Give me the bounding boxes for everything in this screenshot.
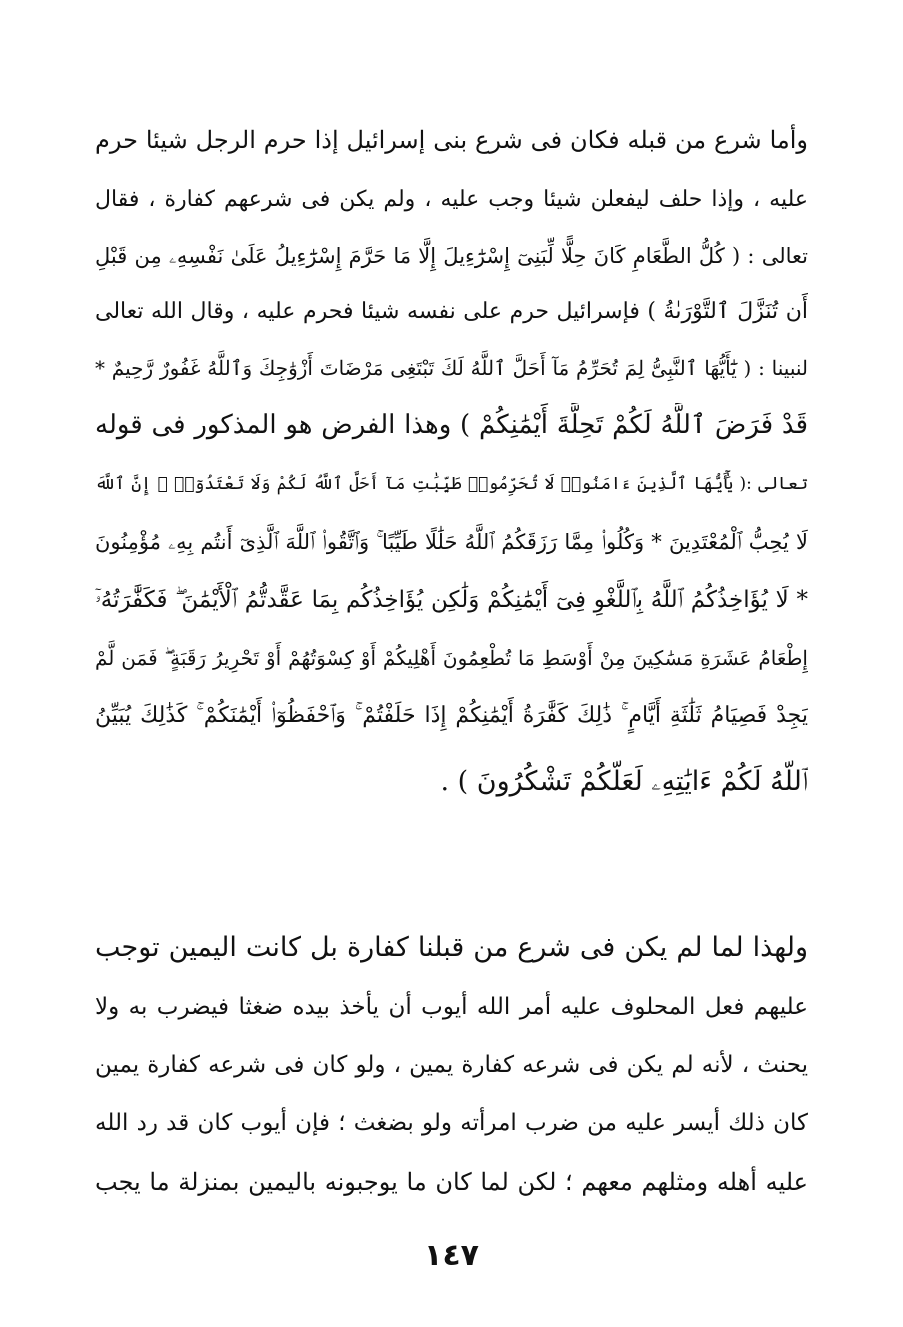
text-line: قَدْ فَرَضَ ٱللَّهُ لَكُمْ تَحِلَّةَ أَيْمَٰنِكُمْ ) وهذا الفرض هو المذكور فى قوله bbox=[95, 410, 808, 440]
text-line: تعالى : ( كُلُّ الطَّعَامِ كَانَ حِلًّا لِّبَنِىٓ إِسْرَٰٓءِيلَ إِلَّا مَا حَرَّمَ إِسْرَٰٓءِيلُ عَلَىٰ نَفْسِهِۦ مِن قَبْلِ bbox=[95, 244, 808, 268]
text-line: أَن تُنَزَّلَ ٱلتَّوْرَىٰةُ ) فإسرائيل حرم على نفسه شيئا فحرم عليه ، وقال الله تعالى bbox=[95, 299, 808, 324]
text-line: يحنث ، لأنه لم يكن فى شرعه كفارة يمين ، ولو كان فى شرعه كفارة يمين bbox=[95, 1052, 808, 1078]
text-line: إِطْعَامُ عَشَرَةِ مَسَٰكِينَ مِنْ أَوْسَطِ مَا تُطْعِمُونَ أَهْلِيكُمْ أَوْ كِسْوَتُهُمْ أَوْ تَحْرِيرُ رَقَبَةٍ ۖ فَمَن لَّمْ bbox=[95, 646, 808, 670]
text-line: كان ذلك أيسر عليه من ضرب امرأته ولو بضغث ؛ فإن أيوب كان قد رد الله bbox=[95, 1110, 808, 1136]
text-line: عليه أهله ومثلهم معهم ؛ لكن لما كان ما يوجبونه باليمين بمنزلة ما يجب bbox=[95, 1168, 808, 1196]
text-line: عليهم فعل المحلوف عليه أمر الله أيوب أن يأخذ بيده ضغثا فيضرب به ولا bbox=[95, 994, 808, 1020]
text-line: عليه ، وإذا حلف ليفعلن شيئا وجب عليه ، ولم يكن فى شرعهم كفارة ، فقال bbox=[95, 187, 808, 212]
text-line: تعالى :( يَٰٓأَيُّهَا ٱلَّذِينَ ءَامَنُوا۟ لَا تُحَرِّمُوا۟ طَيِّبَٰتِ مَآ أَحَلَّ ٱللَّهُ لَكُمْ وَلَا تَعْتَدُوٓا۟ ۚ إِنَّ ٱللَّهَ bbox=[95, 474, 808, 494]
text-line: * لَا يُؤَاخِذُكُمُ ٱللَّهُ بِٱللَّغْوِ فِىٓ أَيْمَٰنِكُمْ وَلَٰكِن يُؤَاخِذُكُم بِمَا عَقَّدتُّمُ ٱلْأَيْمَٰنَ ۖ فَكَفَّٰرَتُهُۥٓ bbox=[95, 587, 808, 613]
text-line: يَجِدْ فَصِيَامُ ثَلَٰثَةِ أَيَّامٍ ۚ ذَٰلِكَ كَفَّٰرَةُ أَيْمَٰنِكُمْ إِذَا حَلَفْتُمْ ۚ وَٱحْفَظُوٓا۟ أَيْمَٰنَكُمْ ۚ كَذَٰلِكَ يُبَيِّنُ bbox=[95, 703, 808, 728]
page-number: ١٤٧ bbox=[424, 1238, 479, 1273]
text-line: لنبينا : ( يَٰٓأَيُّهَا ٱلنَّبِىُّ لِمَ تُحَرِّمُ مَآ أَحَلَّ ٱللَّهُ لَكَ تَبْتَغِى مَرْضَاتَ أَزْوَٰجِكَ وَٱللَّهُ غَفُورٌ رَّحِيمٌ * bbox=[95, 356, 808, 380]
text-line: ولهذا لما لم يكن فى شرع من قبلنا كفارة بل كانت اليمين توجب bbox=[95, 932, 808, 963]
text-line: وأما شرع من قبله فكان فى شرع بنى إسرائيل إذا حرم الرجل شيئا حرم bbox=[95, 126, 808, 154]
text-line: لَا يُحِبُّ ٱلْمُعْتَدِينَ * وَكُلُوا۟ مِمَّا رَزَقَكُمُ ٱللَّهُ حَلَٰلًا طَيِّبًا ۚ وَٱتَّقُوا۟ ٱللَّهَ ٱلَّذِىٓ أَنتُم بِهِۦ مُؤْمِنُونَ bbox=[95, 530, 808, 554]
text-line: ٱللَّهُ لَكُمْ ءَايَٰتِهِۦ لَعَلَّكُمْ تَشْكُرُونَ ) . bbox=[440, 766, 808, 797]
